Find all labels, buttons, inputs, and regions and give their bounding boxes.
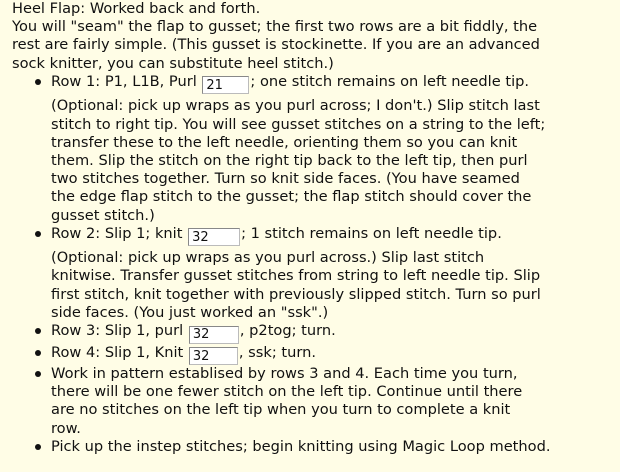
row-1-label: Row 1: P1, L1B, Purl bbox=[51, 72, 202, 90]
heading-text: Heel Flap: Worked back and forth. bbox=[12, 0, 261, 17]
bullet-icon bbox=[35, 328, 41, 334]
step-instep bbox=[12, 438, 616, 456]
pattern-step-line: there will be one fewer stitch on the left tip. Continue until there bbox=[51, 383, 523, 401]
intro-line: sock knitter, you can substitute heel stitch.) bbox=[12, 54, 334, 72]
step-pattern bbox=[12, 365, 616, 438]
pattern-step-line: Work in pattern establised by rows 3 and 4. Each time you turn, bbox=[51, 365, 518, 383]
row-4-stitch-count-input[interactable] bbox=[189, 347, 238, 365]
intro-line: You will "seam" the flap to gusset; the first two rows are a bit fiddly, the bbox=[12, 18, 538, 36]
row-1-note-line: two stitches together. Turn so knit side faces. (You have seamed bbox=[51, 170, 520, 188]
row-3-stitch-count-input[interactable] bbox=[189, 326, 239, 344]
row-2-note-line: (Optional: pick up wraps as you purl across.) Slip last stitch bbox=[51, 249, 485, 267]
row-2-note-line: knitwise. Transfer gusset stitches from string to left needle tip. Slip bbox=[51, 267, 541, 285]
instep-step-line: Pick up the instep stitches; begin knitting using Magic Loop method. bbox=[51, 437, 551, 455]
row-1-suffix: ; one stitch remains on left needle tip. bbox=[250, 72, 530, 90]
row-1-note-line: stitch to right tip. You will see gusset stitches on a string to the left; bbox=[51, 115, 546, 133]
row-2-note-line: side faces. (You just worked an "ssk".) bbox=[51, 303, 329, 321]
pattern-step-line: row. bbox=[51, 419, 81, 437]
row-1-note bbox=[51, 97, 616, 224]
section-heading bbox=[12, 0, 616, 18]
bullet-icon bbox=[35, 79, 41, 85]
row-1-stitch-count-input[interactable] bbox=[202, 76, 249, 94]
bullet-icon bbox=[35, 231, 41, 237]
row-3-suffix: , p2tog; turn. bbox=[239, 322, 336, 340]
intro-line: rest are fairly simple. (This gusset is stockinette. If you are an advanced bbox=[12, 36, 540, 54]
bullet-icon bbox=[35, 371, 41, 377]
row-2-note bbox=[51, 249, 616, 322]
step-row-3 bbox=[12, 322, 616, 344]
bullet-icon bbox=[35, 444, 41, 450]
row-2-stitch-count-input[interactable] bbox=[188, 228, 240, 246]
steps-list bbox=[12, 73, 616, 456]
row-1-note-line: (Optional: pick up wraps as you purl across; I don't.) Slip stitch last bbox=[51, 97, 540, 115]
row-2-note-line: first stitch, knit together with previously slipped stitch. Turn so purl bbox=[51, 285, 541, 303]
row-4-instruction bbox=[51, 344, 616, 366]
row-4-suffix: , ssk; turn. bbox=[238, 343, 317, 361]
step-row-1 bbox=[12, 73, 616, 225]
row-1-note-line: them. Slip the stitch on the right tip back to the left tip, then purl bbox=[51, 151, 528, 169]
pattern-step-line: are no stitches on the left tip when you turn to complete a knit bbox=[51, 401, 511, 419]
intro-paragraph bbox=[12, 18, 616, 73]
row-1-instruction bbox=[51, 73, 616, 95]
row-2-suffix: ; 1 stitch remains on left needle tip. bbox=[241, 224, 502, 242]
row-2-label: Row 2: Slip 1; knit bbox=[51, 224, 188, 242]
step-row-4 bbox=[12, 344, 616, 366]
row-1-note-line: gusset stitch.) bbox=[51, 206, 155, 224]
step-row-2 bbox=[12, 225, 616, 322]
row-1-note-line: transfer these to the left needle, orienting them so you can knit bbox=[51, 133, 518, 151]
row-2-instruction bbox=[51, 225, 616, 247]
row-3-instruction bbox=[51, 322, 616, 344]
row-3-label: Row 3: Slip 1, purl bbox=[51, 322, 188, 340]
row-4-label: Row 4: Slip 1, Knit bbox=[51, 343, 188, 361]
pattern-instructions bbox=[12, 0, 616, 456]
bullet-icon bbox=[35, 350, 41, 356]
row-1-note-line: the edge flap stitch to the gusset; the flap stitch should cover the bbox=[51, 188, 532, 206]
